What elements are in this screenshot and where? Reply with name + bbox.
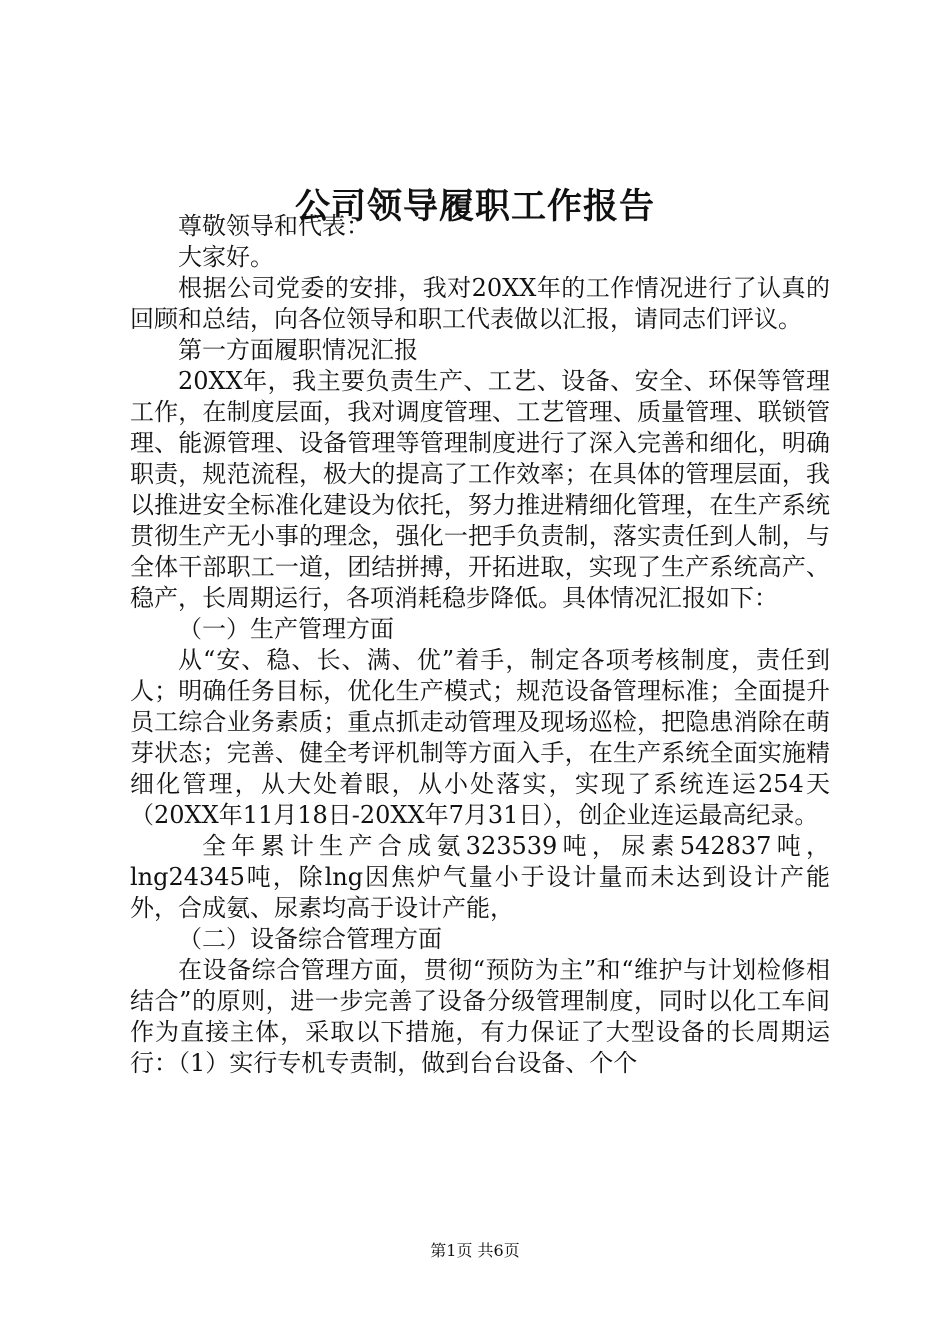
document-body (130, 211, 830, 1079)
document-title: 公司领导履职工作报告 (294, 186, 655, 227)
salutation: 尊敬领导和代表： (178, 212, 370, 240)
page-footer: 第1页 共6页 (430, 1241, 520, 1260)
body-paragraph: 全年累计生产合成氨323539吨，尿素542837吨，lng24345吨，除lng因焦炉气量小于设计量而未达到设计产能外，合成氨、尿素均高于设计产能， (130, 832, 830, 922)
greeting: 大家好。 (178, 243, 274, 271)
body-paragraph: 20XX年，我主要负责生产、工艺、设备、安全、环保等管理工作，在制度层面，我对调度管理、工艺管理、质量管理、联锁管理、能源管理、设备管理等管理制度进行了深入完善和细化，明确职责，规范流程，极大的提高了工作效率；在具体的管理层面，我以推进安全标准化建设为依托，努力推进精细化管理，在生产系统贯彻生产无小事的理念，强化一把手负责制，落实责任到人制，与全体干部职工一道，团结拼搏，开拓进取，实现了生产系统高产、稳产，长周期运行，各项消耗稳步降低。具体情况汇报如下： (130, 367, 830, 612)
section-heading: 第一方面履职情况汇报 (178, 336, 418, 364)
intro-paragraph: 根据公司党委的安排，我对20XX年的工作情况进行了认真的回顾和总结，向各位领导和职工代表做以汇报，请同志们评议。 (130, 274, 830, 333)
subsection-heading: （二）设备综合管理方面 (178, 925, 442, 953)
subsection-heading: （一）生产管理方面 (178, 615, 394, 643)
body-paragraph: 从“安、稳、长、满、优”着手，制定各项考核制度，责任到人；明确任务目标，优化生产模式；规范设备管理标准；全面提升员工综合业务素质；重点抓走动管理及现场巡检，把隐患消除在萌芽状态；完善、健全考评机制等方面入手，在生产系统全面实施精细化管理，从大处着眼，从小处落实，实现了系统连运254天（20XX年11月18日-20XX年7月31日），创企业连运最高纪录。 (130, 646, 830, 829)
body-paragraph: 在设备综合管理方面，贯彻“预防为主”和“维护与计划检修相结合”的原则，进一步完善了设备分级管理制度，同时以化工车间作为直接主体，采取以下措施，有力保证了大型设备的长周期运行：（1）实行专机专责制，做到台台设备、个个 (130, 956, 830, 1077)
